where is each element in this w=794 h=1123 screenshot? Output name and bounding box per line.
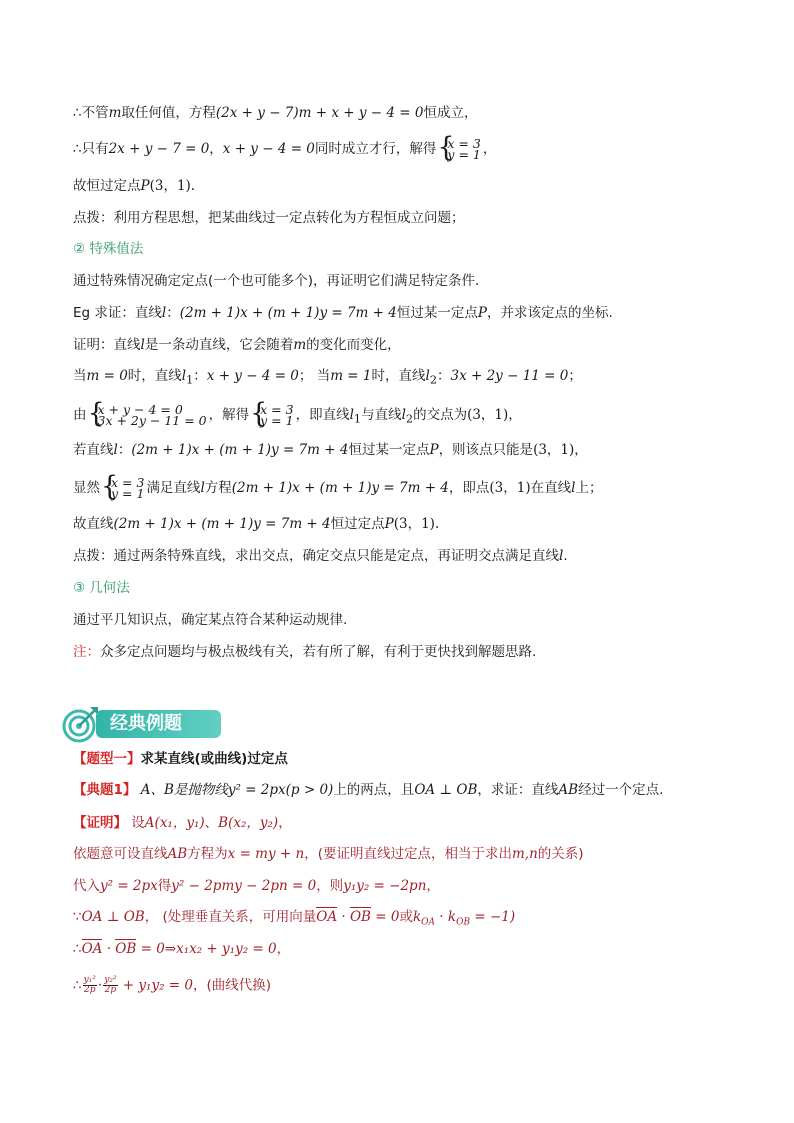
math: y = 1 <box>111 486 145 501</box>
example-1 <box>73 781 663 799</box>
text: 是一条动直线，它会随着 <box>144 337 294 353</box>
math: 3x + 2y − 11 = 0 <box>97 413 207 428</box>
equation-system <box>89 404 207 426</box>
math: A(x₁，y₁) <box>144 815 205 831</box>
text: 依题意可设直线 <box>73 846 168 862</box>
type-heading <box>73 750 288 768</box>
text: 方程为 <box>187 846 228 862</box>
text: 的关系) <box>537 846 584 862</box>
math: B(x₂，y₂) <box>218 815 279 831</box>
math: (2m + 1)x + (m + 1)y = 7m + 4 <box>179 305 397 321</box>
text: 代入 <box>73 878 100 894</box>
text: 的变化而变化， <box>306 337 401 353</box>
math: = 0 <box>370 909 400 925</box>
text: 恒过某一定点 <box>396 305 478 321</box>
math: m <box>108 105 122 121</box>
math: x = my + n <box>227 846 305 862</box>
math: m <box>511 846 525 862</box>
text-line-4 <box>73 209 465 227</box>
type-title: 求某直线(或曲线)过定点 <box>140 751 288 767</box>
equation-system <box>438 138 480 160</box>
math: m <box>293 337 307 353</box>
section-banner <box>60 702 230 746</box>
text: ， <box>508 407 522 423</box>
text: 与直线 <box>361 407 402 423</box>
fraction <box>83 976 97 995</box>
math: (2m + 1)x + (m + 1)y = 7m + 4 <box>231 480 449 496</box>
text: ∴ <box>73 977 82 994</box>
math: (2m + 1)x + (m + 1)y = 7m + 4 <box>131 442 349 458</box>
text-line-7 <box>73 304 613 322</box>
text-line-8 <box>73 336 401 354</box>
math: · <box>97 977 103 994</box>
fraction <box>103 976 117 995</box>
math: x + y − 4 = 0 <box>206 368 299 384</box>
text-line-9 <box>73 367 582 390</box>
text: 方程 <box>204 480 232 496</box>
text: ； 当 <box>298 368 331 384</box>
text: 经过一个定点. <box>578 782 664 798</box>
text: ， (处理垂直关系，可用向量 <box>144 909 317 925</box>
math: P <box>140 178 150 194</box>
text: 显然 <box>73 480 100 496</box>
subscript: 1 <box>353 412 362 426</box>
math: l <box>571 480 576 496</box>
example-tag: 【典题1】 <box>73 782 137 798</box>
text: ， <box>278 815 292 831</box>
math: l <box>425 368 430 384</box>
math: l <box>113 442 118 458</box>
type-tag: 【题型一】 <box>73 751 141 767</box>
heading-text: 特殊值法 <box>85 241 144 257</box>
subscript: OB <box>456 917 471 928</box>
math: + y₁y₂ = 0 <box>118 977 193 994</box>
text: ，则 <box>316 878 344 894</box>
text: 众多定点问题均与极点极线有关，若有所了解，有利于更快找到解题思路. <box>100 644 537 660</box>
text: 点拨：利用方程思想，把某曲线过一定点转化为方程恒成立问题； <box>73 210 465 226</box>
text-line-3 <box>73 177 195 195</box>
equation-system <box>102 477 144 499</box>
subscript: 2 <box>405 412 414 426</box>
math: P <box>384 516 394 532</box>
text: ，即点 <box>448 480 490 496</box>
text: 恒过定点 <box>330 516 385 532</box>
section-heading-geometry <box>73 579 130 597</box>
math: · <box>337 909 350 925</box>
numerator: y₂² <box>104 975 117 985</box>
text: ， <box>276 941 291 957</box>
section-heading-special-value <box>73 240 143 258</box>
text: ， <box>574 442 588 458</box>
vector: OA <box>316 909 338 925</box>
equation-system <box>251 404 293 426</box>
math: l <box>559 548 564 564</box>
text: ∴只有 <box>73 141 109 157</box>
text: 通过特殊情况确定定点(一个也可能多个)，再证明它们满足特定条件. <box>73 273 480 289</box>
text: 满足直线 <box>146 480 201 496</box>
banner-label: 经典例题 <box>96 710 221 738</box>
text: ∴不管 <box>73 105 109 121</box>
math: m = 1 <box>330 368 372 384</box>
text-line-2 <box>73 138 496 160</box>
denominator: 2p <box>84 985 96 995</box>
math: y = 1 <box>260 413 294 428</box>
text: ，并求该定点的坐标. <box>486 305 613 321</box>
text: 通过平几知识点，确定某点符合某种运动规律. <box>73 612 348 628</box>
text: ： <box>117 442 132 458</box>
math: = −1) <box>470 909 516 925</box>
text: 时，直线 <box>127 368 182 384</box>
text: ∴ <box>73 941 82 957</box>
text: 故恒过定点 <box>73 178 141 194</box>
math: = 0⇒ <box>136 941 177 957</box>
proof-line-5 <box>73 940 290 958</box>
math: { x = 3 <box>111 475 145 490</box>
proof-line-1 <box>73 814 292 832</box>
numerator: y₁² <box>83 975 96 985</box>
math: OA ⊥ OB <box>81 909 145 925</box>
heading-text: 几何法 <box>85 580 130 596</box>
math: n <box>529 846 538 862</box>
math: AB <box>558 782 579 798</box>
math: P <box>477 305 487 321</box>
proof-line-4 <box>73 908 515 932</box>
text: 恒成立， <box>423 105 478 121</box>
text-line-11 <box>73 441 588 459</box>
math: (3，1). <box>393 516 440 532</box>
math: (2m + 1)x + (m + 1)y = 7m + 4 <box>113 516 331 532</box>
subscript: 2 <box>429 373 437 387</box>
proof-line-2 <box>73 845 584 863</box>
vector: OB <box>349 909 371 925</box>
text: 点拨：通过两条特殊直线，求出交点，确定交点只能是定点，再证明交点满足直线 <box>73 548 559 564</box>
subscript: 1 <box>186 373 194 387</box>
text: 证明：直线 <box>73 337 141 353</box>
text: 的交点为 <box>413 407 468 423</box>
text: ， <box>209 141 223 157</box>
math: AB <box>167 846 188 862</box>
math: l <box>140 337 145 353</box>
text: 或 <box>399 909 413 925</box>
circled-number: ② <box>73 241 86 257</box>
vector: OB <box>115 941 137 957</box>
text: ，解得 <box>208 407 250 423</box>
text: 设 <box>131 815 145 831</box>
math: · k <box>435 909 457 925</box>
math: P <box>429 442 439 458</box>
text: 得 <box>157 878 172 894</box>
text-line-14 <box>73 547 568 565</box>
math: (3，1) <box>467 407 509 423</box>
text-line-6 <box>73 272 479 290</box>
math: x₁x₂ + y₁y₂ = 0 <box>176 941 277 957</box>
text: 上； <box>575 480 603 496</box>
math: l <box>401 407 406 423</box>
math: (2x + y − 7)m + x + y − 4 = 0 <box>215 105 424 121</box>
math: (3，1) <box>533 442 575 458</box>
math: l <box>181 368 187 384</box>
text: 若直线 <box>73 442 114 458</box>
text: 同时成立才行，解得 <box>314 141 437 157</box>
text: 恒过某一定点 <box>348 442 430 458</box>
text-line-10 <box>73 404 522 429</box>
math: · <box>102 941 116 957</box>
math: y₁y₂ = −2pn <box>343 878 427 894</box>
text-line-1 <box>73 104 477 122</box>
text-line-13 <box>73 515 439 533</box>
text-line-12 <box>73 477 602 499</box>
text: ，(要证明直线过定点，相当于求出 <box>304 846 512 862</box>
text: 故直线 <box>73 516 114 532</box>
text: . <box>563 548 568 564</box>
text: ： <box>437 368 451 384</box>
math: l <box>349 407 354 423</box>
math: m = 0 <box>86 368 128 384</box>
math: 3x + 2y − 11 = 0 <box>450 368 569 384</box>
math: OA ⊥ OB <box>414 782 478 798</box>
math: l <box>200 480 205 496</box>
text: ，求证：直线 <box>477 782 559 798</box>
text: ； <box>568 368 582 384</box>
proof-line-6 <box>73 976 271 995</box>
math: y² = 2px(p > 0) <box>227 782 334 798</box>
math: { x + y − 4 = 0 <box>97 402 183 417</box>
text-line-16 <box>73 611 347 629</box>
text: 当 <box>73 368 87 384</box>
math: (3，1). <box>149 178 196 194</box>
vector: OA <box>81 941 103 957</box>
text: Eg 求证：直线 <box>73 305 162 321</box>
math: 2x + y − 7 = 0 <box>108 141 210 157</box>
note-label: 注： <box>73 644 100 660</box>
proof-line-3 <box>73 877 440 895</box>
text: ，则该点只能是 <box>438 442 534 458</box>
text: 由 <box>73 407 87 423</box>
text: ，即直线 <box>295 407 350 423</box>
proof-tag: 【证明】 <box>73 815 127 831</box>
math: k <box>412 909 422 925</box>
math: , <box>524 846 530 862</box>
text: 、 <box>204 815 219 831</box>
text: 在直线 <box>530 480 572 496</box>
math: A、B是抛物线 <box>136 782 228 798</box>
circled-number: ③ <box>73 580 86 596</box>
text: ∵ <box>73 909 82 925</box>
text: ， <box>426 878 440 894</box>
math: { x = 3 <box>447 136 481 151</box>
text: ，(曲线代换) <box>192 977 272 994</box>
text: ： <box>166 305 180 321</box>
math: y = 1 <box>447 147 481 162</box>
text: ， <box>482 141 497 157</box>
text: 上的两点，且 <box>333 782 415 798</box>
note-line <box>73 643 536 661</box>
subscript: OA <box>421 917 436 928</box>
text: 取任何值，方程 <box>121 105 216 121</box>
math: y² = 2px <box>100 878 158 894</box>
math: l <box>161 305 167 321</box>
math: (3，1) <box>489 480 531 496</box>
text: ： <box>193 368 207 384</box>
math: x + y − 4 = 0 <box>222 141 315 157</box>
math: { x = 3 <box>260 402 294 417</box>
math: y² − 2pmy − 2pn = 0 <box>171 878 317 894</box>
denominator: 2p <box>104 985 117 995</box>
text: 时，直线 <box>371 368 426 384</box>
